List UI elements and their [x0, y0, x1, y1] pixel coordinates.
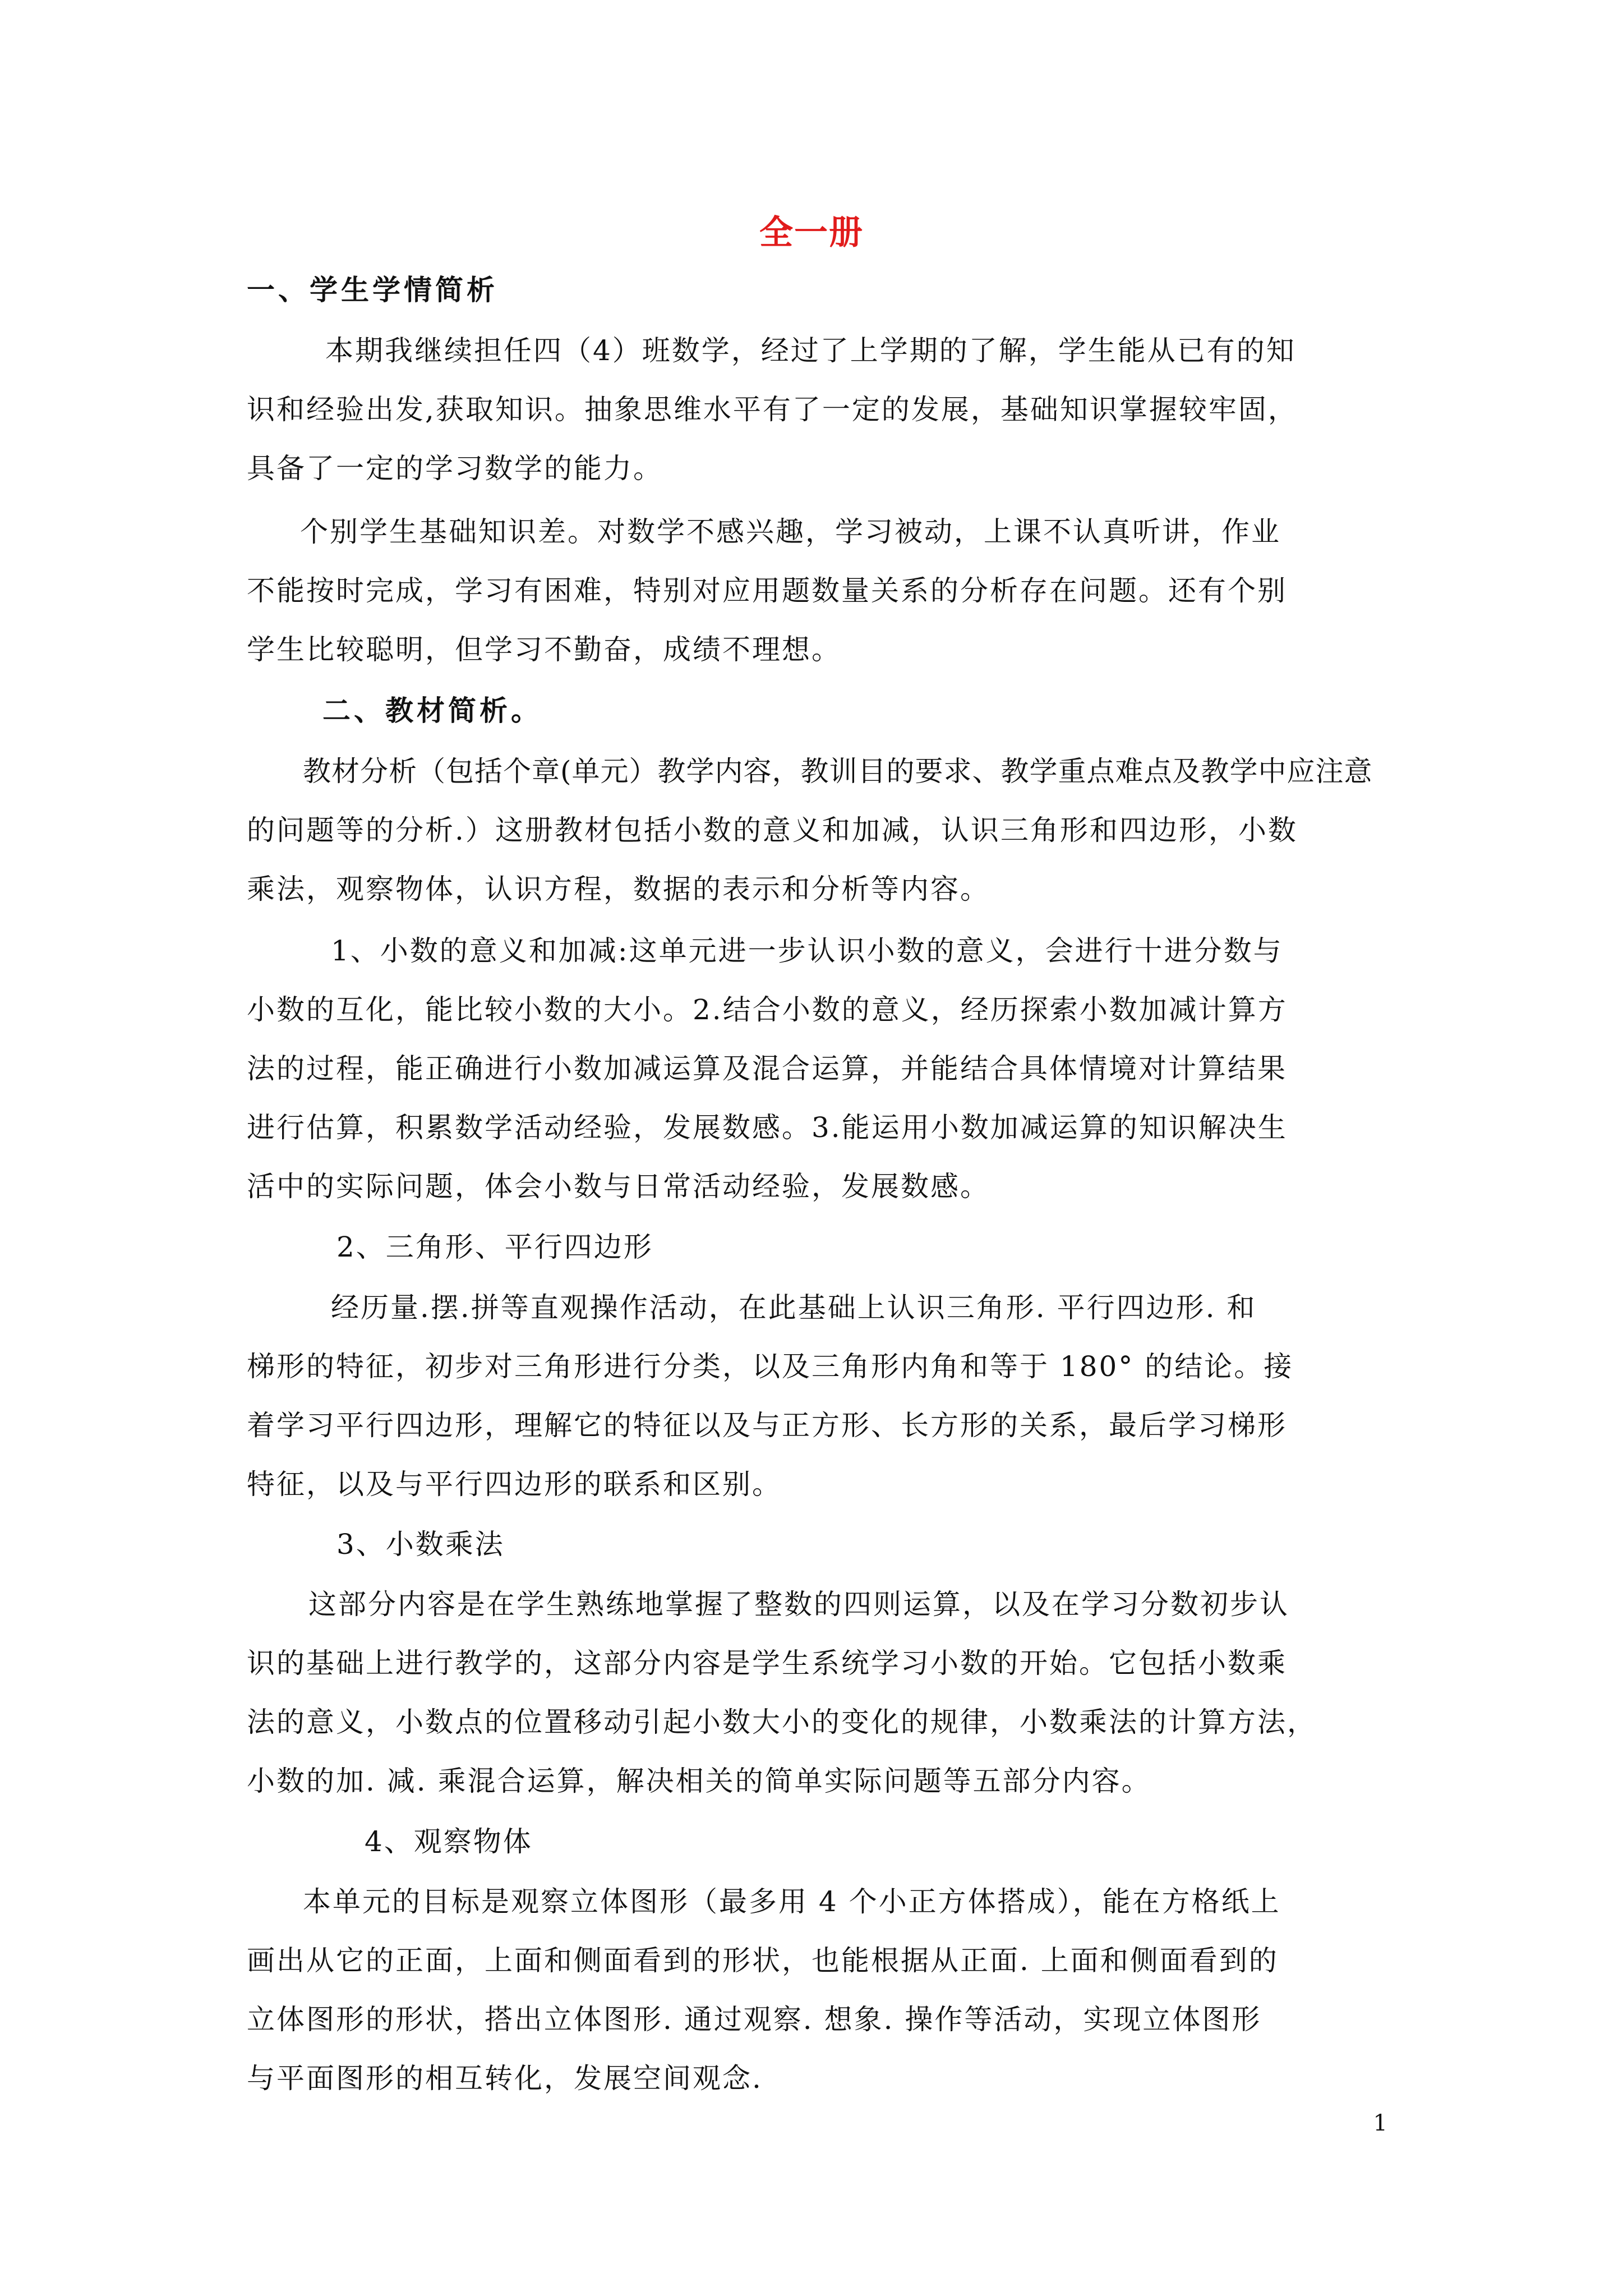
paragraph-line: 乘法，观察物体，认识方程，数据的表示和分析等内容。 — [247, 873, 990, 905]
paragraph-line: 与平面图形的相互转化，发展空间观念. — [247, 2062, 763, 2095]
paragraph-line: 着学习平行四边形，理解它的特征以及与正方形、长方形的关系，最后学习梯形 — [247, 1409, 1287, 1442]
paragraph-line: 立体图形的形状，搭出立体图形. 通过观察. 想象. 操作等活动，实现立体图形 — [247, 2003, 1262, 2036]
paragraph-line: 小数的加. 减. 乘混合运算，解决相关的简单实际问题等五部分内容。 — [247, 1765, 1151, 1797]
paragraph-line: 学生比较聪明，但学习不勤奋，成绩不理想。 — [247, 633, 841, 666]
paragraph-line: 小数的互化，能比较小数的大小。2.结合小数的意义，经历探索小数加减计算方 — [247, 993, 1288, 1026]
subsection-heading-decimal-multiplication: 3、小数乘法 — [336, 1528, 505, 1561]
page-title: 全一册 — [759, 213, 864, 252]
paragraph-line: 画出从它的正面，上面和侧面看到的形状，也能根据从正面. 上面和侧面看到的 — [247, 1944, 1279, 1977]
paragraph-line: 不能按时完成，学习有困难，特别对应用题数量关系的分析存在问题。还有个别 — [247, 574, 1287, 607]
subsection-heading-triangles: 2、三角形、平行四边形 — [336, 1231, 653, 1263]
paragraph-line: 这部分内容是在学生熟练地掌握了整数的四则运算，以及在学习分数初步认 — [308, 1588, 1289, 1621]
paragraph-line: 特征，以及与平行四边形的联系和区别。 — [247, 1468, 782, 1501]
paragraph-line: 本单元的目标是观察立体图形（最多用 4 个小正方体搭成），能在方格纸上 — [303, 1885, 1281, 1918]
paragraph-line: 经历量.摆.拼等直观操作活动，在此基础上认识三角形. 平行四边形. 和 — [331, 1291, 1257, 1324]
subsection-heading-observing-objects: 4、观察物体 — [365, 1825, 533, 1858]
paragraph-line: 法的意义，小数点的位置移动引起小数大小的变化的规律，小数乘法的计算方法， — [247, 1706, 1317, 1738]
paragraph-line: 1、小数的意义和加减:这单元进一步认识小数的意义，会进行十进分数与 — [331, 935, 1283, 967]
paragraph-line: 法的过程，能正确进行小数加减运算及混合运算，并能结合具体情境对计算结果 — [247, 1052, 1287, 1085]
paragraph-line: 梯形的特征，初步对三角形进行分类，以及三角形内角和等于 180° 的结论。接 — [247, 1350, 1294, 1383]
section-heading-textbook-analysis: 二、教材简析。 — [322, 694, 542, 727]
paragraph-line: 识和经验出发,获取知识。抽象思维水平有了一定的发展，基础知识掌握较牢固， — [247, 393, 1298, 426]
paragraph-line: 的问题等的分析.）这册教材包括小数的意义和加减，认识三角形和四边形，小数 — [247, 814, 1298, 846]
paragraph-line: 教材分析（包括个章(单元）教学内容，教训目的要求、教学重点难点及教学中应注意 — [303, 755, 1373, 788]
paragraph-line: 个别学生基础知识差。对数学不感兴趣，学习被动，上课不认真听讲，作业 — [300, 516, 1281, 548]
page-number: 1 — [1373, 2110, 1387, 2136]
paragraph-line: 活中的实际问题，体会小数与日常活动经验，发展数感。 — [247, 1170, 990, 1203]
paragraph-line: 识的基础上进行教学的，这部分内容是学生系统学习小数的开始。它包括小数乘 — [247, 1647, 1287, 1680]
section-heading-student-analysis: 一、学生学情简析 — [247, 273, 498, 306]
paragraph-line: 本期我继续担任四（4）班数学，经过了上学期的了解，学生能从已有的知 — [325, 334, 1296, 367]
paragraph-line: 具备了一定的学习数学的能力。 — [247, 452, 663, 485]
paragraph-line: 进行估算，积累数学活动经验，发展数感。3.能运用小数加减运算的知识解决生 — [247, 1111, 1288, 1144]
